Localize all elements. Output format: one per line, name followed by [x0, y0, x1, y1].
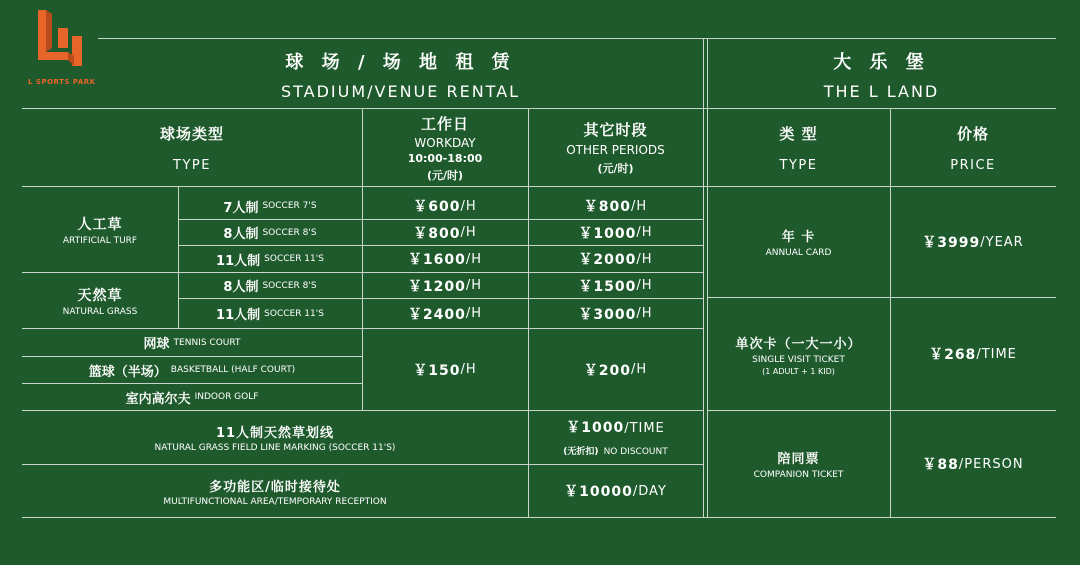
marking-price: ￥1000/TIME (无折扣) NO DISCOUNT [563, 420, 668, 457]
col-type: 球场类型 TYPE [159, 124, 224, 173]
price-other: ￥1000 /H [578, 225, 653, 242]
table-row: 8人制 SOCCER 8'S [223, 280, 317, 295]
right-title: 大 乐 堡 [833, 51, 930, 73]
table-row: 11人制 SOCCER 11'S [216, 253, 324, 269]
table-row: 11人制 SOCCER 11'S [216, 308, 324, 323]
ticket-annual-price: ￥3999 /YEAR [922, 234, 1024, 251]
table-row: 7人制 SOCCER 7'S [223, 200, 317, 216]
right-header [707, 40, 1056, 108]
right-subtitle: THE L LAND [823, 81, 940, 101]
marking-service: 11人制天然草划线 NATURAL GRASS FIELD LINE MARKING (SOCCER 11'S) [154, 426, 396, 453]
price-workday: ￥1600 /H [407, 251, 483, 268]
col-other: 其它时段 OTHER PERIODS (元/时) [566, 121, 665, 175]
multi-price: ￥10000 /DAY [564, 483, 667, 500]
logo-text: L SPORTS PARK [28, 78, 96, 86]
ticket-companion: 陪同票 COMPANION TICKET [753, 452, 844, 480]
courts-price-other: ￥200 /H [583, 362, 648, 379]
court-golf: 室内高尔夫 INDOOR GOLF [125, 391, 259, 407]
ticket-single: 单次卡（一大一小） SINGLE VISIT TICKET (1 ADULT + 1 KID) [735, 336, 862, 376]
price-other: ￥1500 /H [578, 278, 653, 295]
ticket-annual: 年 卡 ANNUAL CARD [765, 230, 832, 258]
ticket-single-price: ￥268 /TIME [929, 346, 1017, 363]
price-workday: ￥800 /H [413, 225, 477, 242]
logo-mark-icon [28, 8, 98, 72]
price-other: ￥3000 /H [578, 306, 653, 323]
group-natural: 天然草 NATURAL GRASS [62, 287, 138, 317]
col-r-price: 价格 PRICE [950, 124, 996, 173]
table-row: 8人制 SOCCER 8'S [223, 227, 317, 242]
price-other: ￥2000 /H [578, 251, 653, 268]
logo [28, 8, 98, 88]
price-workday: ￥1200 /H [407, 278, 483, 295]
price-other: ￥800 /H [583, 198, 648, 215]
page-subtitle: STADIUM/VENUE RENTAL [280, 81, 521, 101]
price-workday: ￥600 /H [413, 198, 477, 215]
col-workday: 工作日 WORKDAY 10:00-18:00 (元/时) [407, 114, 483, 182]
court-basketball: 篮球（半场） BASKETBALL (HALF COURT) [88, 364, 296, 380]
price-workday: ￥2400 /H [407, 306, 483, 323]
court-tennis: 网球 TENNIS COURT [143, 337, 241, 352]
col-r-type: 类 型 TYPE [779, 124, 818, 173]
courts-price-workday: ￥150 /H [413, 362, 477, 379]
multi-area: 多功能区/临时接待处 MULTIFUNCTIONAL AREA/TEMPORARY RECEPTION [163, 479, 387, 507]
ticket-companion-price: ￥88 /PERSON [922, 456, 1024, 473]
group-artificial: 人工草 ARTIFICIAL TURF [62, 216, 138, 246]
page-title: 球 场 / 场 地 租 赁 [285, 51, 516, 73]
left-header [98, 40, 703, 108]
